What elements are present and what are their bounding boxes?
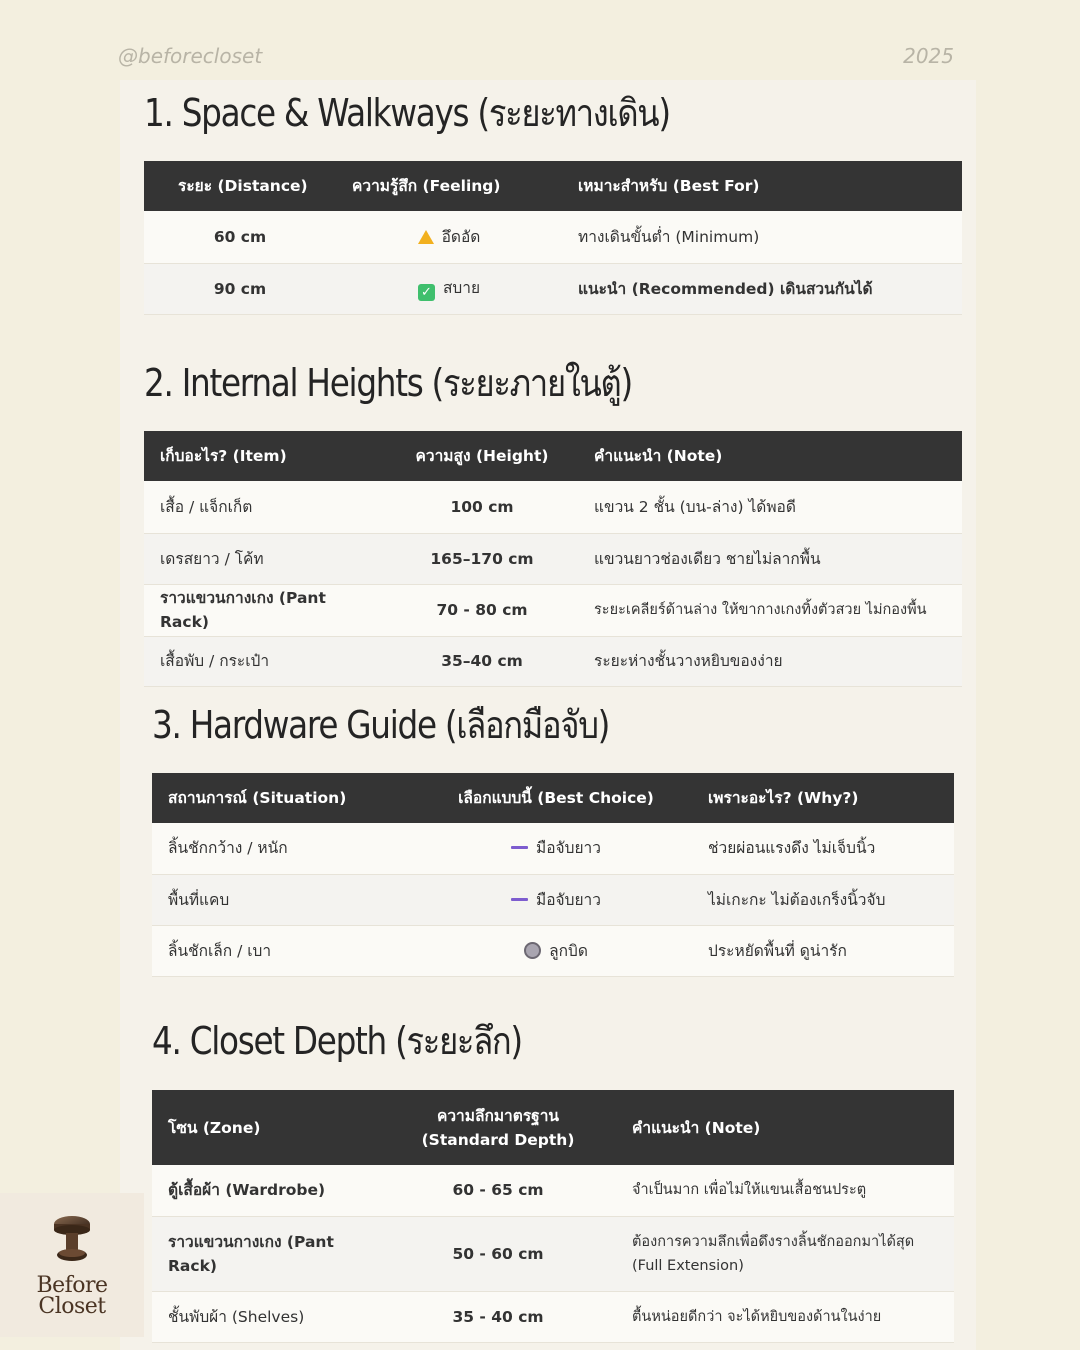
cell-depth: 50 - 60 cm [380, 1216, 616, 1291]
column-header: ระยะ (Distance) [144, 161, 336, 211]
cell-text: มือจับยาว [536, 890, 601, 909]
cell-height: 100 cm [386, 481, 578, 533]
column-header: เพราะอะไร? (Why?) [692, 773, 954, 823]
logo-text-line1: Before [36, 1273, 108, 1298]
column-header: สถานการณ์ (Situation) [152, 773, 420, 823]
column-header: ความสูง (Height) [386, 431, 578, 481]
cell-choice [420, 823, 692, 874]
column-header: เก็บอะไร? (Item) [144, 431, 386, 481]
cell-depth: 35 - 40 cm [380, 1291, 616, 1342]
cell-choice [420, 925, 692, 976]
cell-distance: 90 cm [144, 263, 336, 314]
column-header: ความลึกมาตรฐาน (Standard Depth) [380, 1090, 616, 1165]
cell-height: 70 - 80 cm [386, 584, 578, 636]
table-header-row [152, 773, 954, 823]
warning-icon [418, 230, 434, 244]
space-table [144, 161, 962, 315]
cell-note: แขวนยาวช่องเดียว ชายไม่ลากพื้น [578, 533, 962, 584]
cell-feeling [336, 263, 562, 314]
cell-item: เดรสยาว / โค้ท [144, 533, 386, 584]
cell-height: 35–40 cm [386, 636, 578, 686]
long-handle-icon [511, 898, 528, 901]
long-handle-icon [511, 846, 528, 849]
handle-text: @beforecloset [118, 44, 263, 68]
section-2-title: 2. Internal Heights (ระยะภายในตู้) [144, 361, 632, 405]
depth-table [152, 1090, 954, 1343]
cell-zone: ชั้นพับผ้า (Shelves) [152, 1291, 380, 1342]
cell-note: ระยะเคลียร์ด้านล่าง ให้ขากางเกงทิ้งตัวสวย ไม่กองพื้น [578, 584, 962, 636]
table-header-row [144, 161, 962, 211]
cell-why: ไม่เกะกะ ไม่ต้องเกร็งนิ้วจับ [692, 874, 954, 925]
cell-feeling [336, 211, 562, 263]
table-row [144, 636, 962, 686]
table-row [152, 925, 954, 976]
cell-why: ช่วยผ่อนแรงดึง ไม่เจ็บนิ้ว [692, 823, 954, 874]
table-row [144, 263, 962, 314]
check-icon: ✓ [418, 284, 435, 301]
year-text: 2025 [903, 44, 954, 68]
cell-best-for: ทางเดินขั้นต่ำ (Minimum) [562, 211, 962, 263]
cell-item: เสื้อพับ / กระเป๋า [144, 636, 386, 686]
column-header: เลือกแบบนี้ (Best Choice) [420, 773, 692, 823]
cell-text: สบาย [442, 279, 481, 297]
table-row [152, 823, 954, 874]
cell-item: เสื้อ / แจ็กเก็ต [144, 481, 386, 533]
cell-note: จำเป็นมาก เพื่อไม่ให้แขนเสื้อชนประตู [616, 1165, 954, 1216]
cell-text: อึดอัด [441, 227, 481, 246]
column-header: โซน (Zone) [152, 1090, 380, 1165]
section-4-title: 4. Closet Depth (ระยะลึก) [152, 1019, 522, 1063]
brand-logo [0, 1193, 144, 1337]
cell-depth: 60 - 65 cm [380, 1165, 616, 1216]
table-row [144, 533, 962, 584]
cell-text: มือจับยาว [536, 839, 601, 858]
cell-distance: 60 cm [144, 211, 336, 263]
table-row [144, 584, 962, 636]
heights-table [144, 431, 962, 687]
cell-zone: ตู้เสื้อผ้า (Wardrobe) [152, 1165, 380, 1216]
cell-zone: ราวแขวนกางเกง (Pant Rack) [152, 1216, 380, 1291]
column-header: คำแนะนำ (Note) [616, 1090, 954, 1165]
table-row [152, 874, 954, 925]
cell-choice [420, 874, 692, 925]
cell-height: 165–170 cm [386, 533, 578, 584]
cell-situation: ลิ้นชักกว้าง / หนัก [152, 823, 420, 874]
section-3-title: 3. Hardware Guide (เลือกมือจับ) [152, 703, 610, 747]
column-header: เหมาะสำหรับ (Best For) [562, 161, 962, 211]
column-header: ความรู้สึก (Feeling) [336, 161, 562, 211]
table-header-row [152, 1090, 954, 1165]
knob-icon [524, 942, 541, 959]
cell-why: ประหยัดพื้นที่ ดูน่ารัก [692, 925, 954, 976]
cell-best-for: แนะนำ (Recommended) เดินสวนกันได้ [562, 263, 962, 314]
cell-item: ราวแขวนกางเกง (Pant Rack) [144, 584, 386, 636]
cell-note: ระยะห่างชั้นวางหยิบของง่าย [578, 636, 962, 686]
cell-note: ต้องการความลึกเพื่อดึงรางลิ้นชักออกมาได้สุด (Full Extension) [616, 1216, 954, 1291]
table-row [152, 1216, 954, 1291]
logo-text-line2: Closet [38, 1294, 106, 1319]
column-header: คำแนะนำ (Note) [578, 431, 962, 481]
table-row [144, 481, 962, 533]
cell-situation: พื้นที่แคบ [152, 874, 420, 925]
table-row [144, 211, 962, 263]
cell-text: ลูกบิด [549, 941, 588, 960]
table-row [152, 1165, 954, 1216]
table-header-row [144, 431, 962, 481]
cell-note: ตื้นหน่อยดีกว่า จะได้หยิบของด้านในง่าย [616, 1291, 954, 1342]
cell-note: แขวน 2 ชั้น (บน-ล่าง) ได้พอดี [578, 481, 962, 533]
hardware-table [152, 773, 954, 977]
cell-situation: ลิ้นชักเล็ก / เบา [152, 925, 420, 976]
knob-logo-icon [52, 1215, 92, 1263]
section-1-title: 1. Space & Walkways (ระยะทางเดิน) [144, 91, 670, 135]
table-row [152, 1291, 954, 1342]
